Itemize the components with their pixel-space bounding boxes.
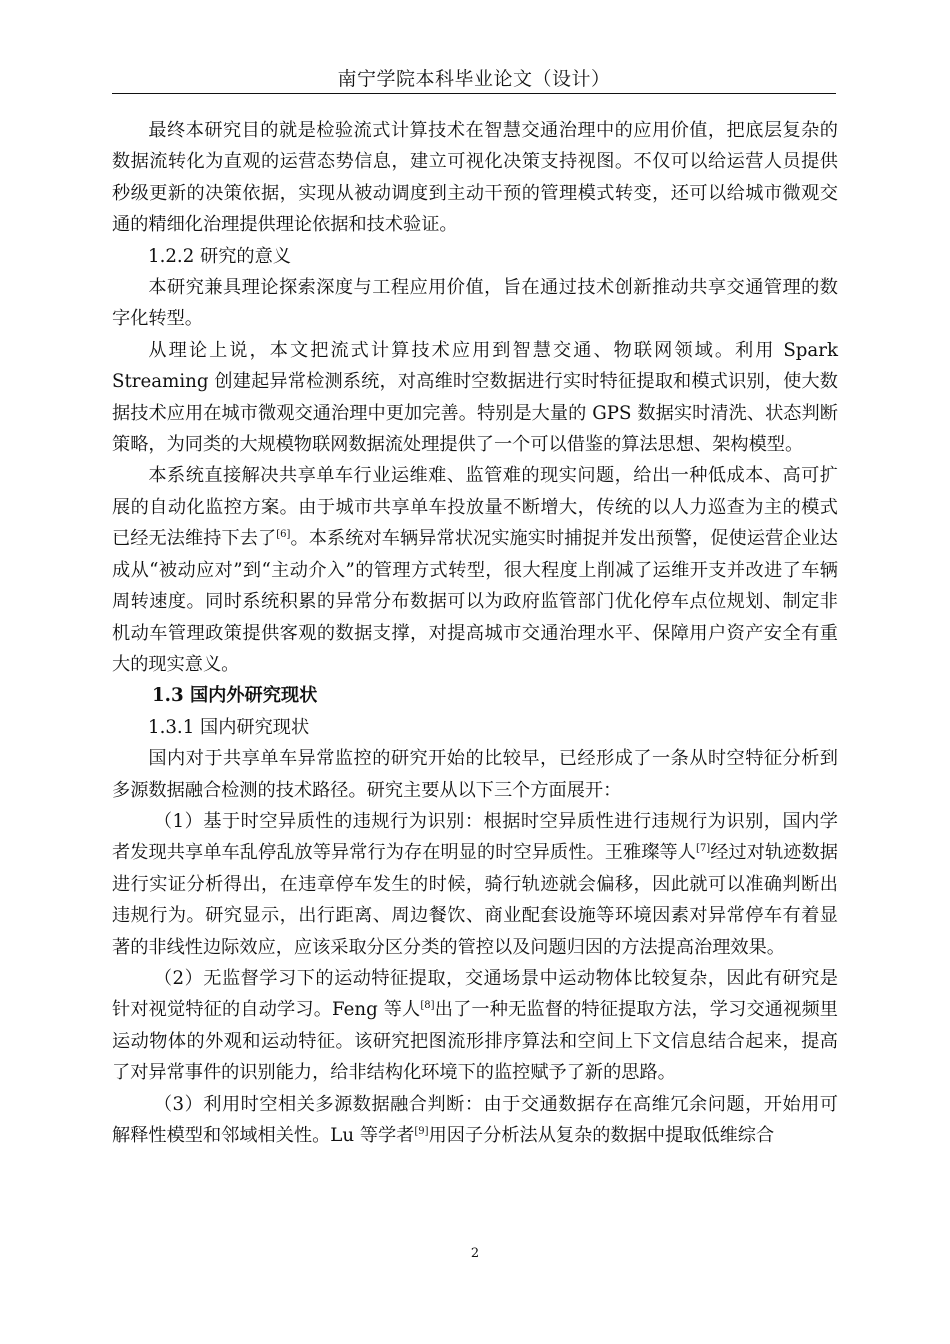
citation-ref: [9]	[414, 1126, 429, 1137]
text-span: （3）利用时空相关多源数据融合判断：由于交通数据存在高维冗余问题，开始用可解释性模型和邻域相关性。Lu 等学者	[112, 1093, 838, 1146]
paragraph-theoretical-significance: 从理论上说，本文把流式计算技术应用到智慧交通、物联网领域。利用 Spark Streaming 创建起异常检测系统，对高维时空数据进行实时特征提取和模式识别，使大数据技术应用在城市微观交通治理中更加完善。特别是大量的 GPS 数据实时清洗、状态判断策略，为同类的大规模物联网数据流处理提供了一个可以借鉴的算法思想、架构模型。	[112, 339, 838, 456]
text-span: 。本系统对车辆异常状况实施实时捕捉并发出预警，促使运营企业达成从“被动应对”到“主动介入”的管理方式转型，很大程度上削减了运维开支并改进了车辆周转速度。同时系统积累的异常分布数据可以为政府监管部门优化停车点位规划、制定非机动车管理政策提供客观的数据支撑，对提高城市交通治理水平、保障用户资产安全有重大的现实意义。	[112, 528, 838, 675]
text-span: 经过对轨迹数据进行实证分析得出，在违章停车发生的时候，骑行轨迹就会偏移，因此就可以准确判断出违规行为。研究显示，出行距离、周边餐饮、商业配套设施等环境因素对异常停车有着显著的非线性边际效应，应该采取分区分类的管控以及问题归因的方法提高治理效果。	[112, 842, 838, 958]
paragraph-research-goal: 最终本研究目的就是检验流式计算技术在智慧交通治理中的应用价值，把底层复杂的数据流转化为直观的运营态势信息，建立可视化决策支持视图。不仅可以给运营人员提供秒级更新的决策依据，实现从被动调度到主动干预的管理模式转变，还可以给城市微观交通的精细化治理提供理论依据和技术验证。	[112, 120, 838, 236]
heading-1-2-2: 1.2.2 研究的意义	[148, 245, 291, 267]
heading-1-3: 1.3 国内外研究现状	[152, 685, 318, 707]
paragraph-significance-intro: 本研究兼具理论探索深度与工程应用价值，旨在通过技术创新推动共享交通管理的数字化转型。	[112, 277, 838, 330]
text-span: （1）基于时空异质性的违规行为识别：根据时空异质性进行违规行为识别，国内学者发现共享单车乱停乱放等异常行为存在明显的时空异质性。王雅璨等人	[112, 810, 838, 864]
paragraph-practical-significance	[112, 460, 838, 680]
paragraph-item-3	[112, 1089, 838, 1152]
text-span: 本系统直接解决共享单车行业运维难、监管难的现实问题，给出一种低成本、高可扩展的自动化监控方案。由于城市共享单车投放量不断增大，传统的以人力巡查为主的模式已经无法维持下去了	[112, 465, 838, 550]
citation-ref: [7]	[696, 843, 711, 855]
body-text	[112, 115, 838, 1151]
paragraph-domestic-overview: 国内对于共享单车异常监控的研究开始的比较早，已经形成了一条从时空特征分析到多源数据融合检测的技术路径。研究主要从以下三个方面展开：	[112, 748, 838, 801]
page-number: 2	[470, 1246, 480, 1261]
paragraph-item-1	[112, 806, 838, 963]
citation-ref: [6]	[276, 529, 291, 541]
header-rule	[112, 93, 836, 94]
page-header-title: 南宁学院本科毕业论文（设计）	[337, 68, 611, 90]
heading-1-3-1: 1.3.1 国内研究现状	[148, 716, 310, 738]
text-span: （2）无监督学习下的运动特征提取，交通场景中运动物体比较复杂，因此有研究是针对视觉特征的自动学习。Feng 等人	[112, 967, 838, 1021]
citation-ref: [8]	[420, 1000, 435, 1012]
paragraph-item-2	[112, 963, 838, 1089]
text-span: 出了一种无监督的特征提取方法，学习交通视频里运动物体的外观和运动特征。该研究把图流形排序算法和空间上下文信息结合起来，提高了对异常事件的识别能力，给非结构化环境下的监控赋予了新的思路。	[112, 999, 838, 1084]
text-span: 用因子分析法从复杂的数据中提取低维综合	[428, 1125, 775, 1146]
